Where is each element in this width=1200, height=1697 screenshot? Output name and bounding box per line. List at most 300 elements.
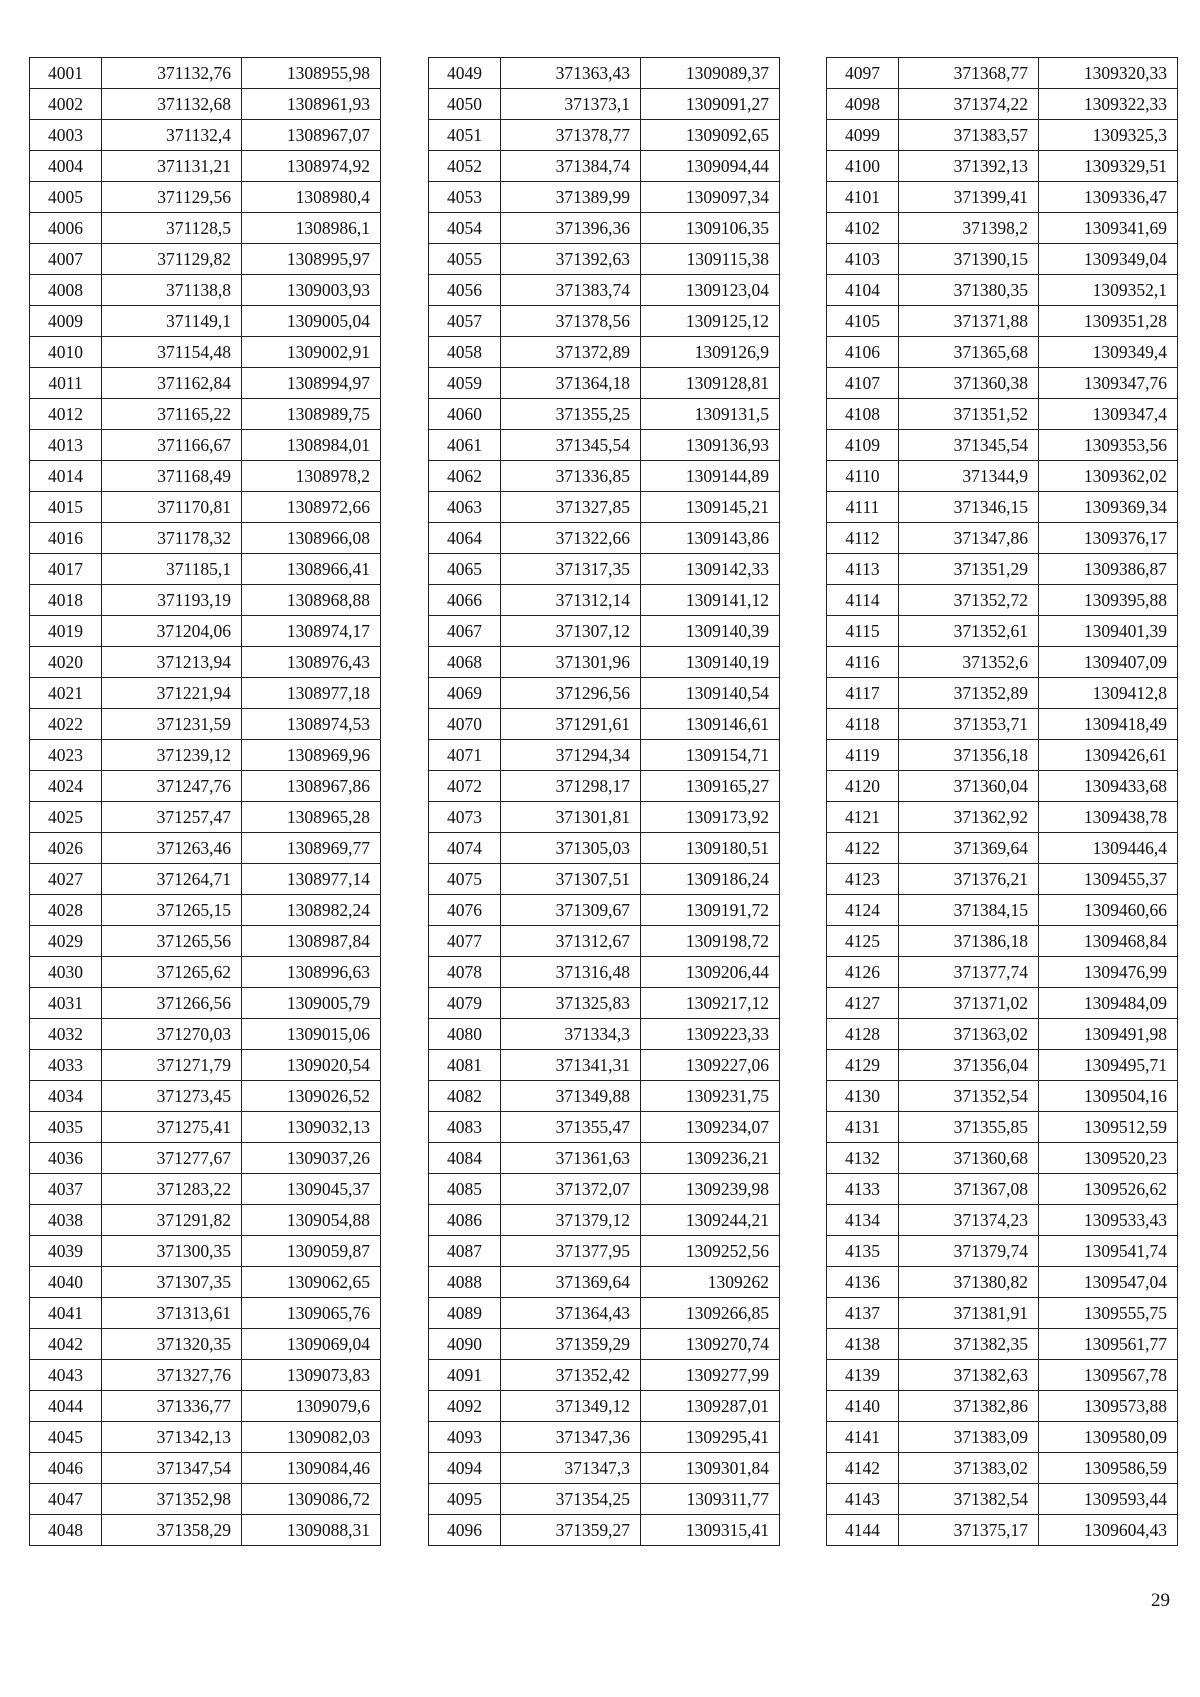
x-coordinate-cell: 371356,18: [899, 740, 1039, 771]
point-number-cell: 4055: [429, 244, 501, 275]
y-coordinate-cell: 1309376,17: [1039, 523, 1178, 554]
x-coordinate-cell: 371309,67: [501, 895, 641, 926]
y-coordinate-cell: 1309311,77: [641, 1484, 780, 1515]
y-coordinate-cell: 1309504,16: [1039, 1081, 1178, 1112]
point-number-cell: 4033: [30, 1050, 102, 1081]
y-coordinate-cell: 1308989,75: [242, 399, 381, 430]
point-number-cell: 4111: [827, 492, 899, 523]
point-number-cell: 4116: [827, 647, 899, 678]
point-number-cell: 4056: [429, 275, 501, 306]
table-row: [429, 492, 780, 523]
point-number-cell: 4070: [429, 709, 501, 740]
table-row: [30, 1422, 381, 1453]
y-coordinate-cell: 1308974,17: [242, 616, 381, 647]
x-coordinate-cell: 371382,86: [899, 1391, 1039, 1422]
table-row: [429, 151, 780, 182]
y-coordinate-cell: 1309555,75: [1039, 1298, 1178, 1329]
y-coordinate-cell: 1309491,98: [1039, 1019, 1178, 1050]
table-row: [30, 864, 381, 895]
y-coordinate-cell: 1309262: [641, 1267, 780, 1298]
y-coordinate-cell: 1309541,74: [1039, 1236, 1178, 1267]
point-number-cell: 4075: [429, 864, 501, 895]
x-coordinate-cell: 371277,67: [102, 1143, 242, 1174]
point-number-cell: 4133: [827, 1174, 899, 1205]
table-row: [827, 1174, 1178, 1205]
point-number-cell: 4003: [30, 120, 102, 151]
point-number-cell: 4042: [30, 1329, 102, 1360]
table-row: [429, 244, 780, 275]
point-number-cell: 4110: [827, 461, 899, 492]
point-number-cell: 4078: [429, 957, 501, 988]
table-row: [429, 1298, 780, 1329]
y-coordinate-cell: 1309094,44: [641, 151, 780, 182]
table-row: [429, 89, 780, 120]
y-coordinate-cell: 1308994,97: [242, 368, 381, 399]
y-coordinate-cell: 1309065,76: [242, 1298, 381, 1329]
y-coordinate-cell: 1309244,21: [641, 1205, 780, 1236]
x-coordinate-cell: 371374,23: [899, 1205, 1039, 1236]
y-coordinate-cell: 1309301,84: [641, 1453, 780, 1484]
table-row: [827, 678, 1178, 709]
x-coordinate-cell: 371392,63: [501, 244, 641, 275]
y-coordinate-cell: 1309125,12: [641, 306, 780, 337]
point-number-cell: 4006: [30, 213, 102, 244]
point-number-cell: 4087: [429, 1236, 501, 1267]
point-number-cell: 4024: [30, 771, 102, 802]
table-row: [827, 1484, 1178, 1515]
coordinates-table-2: [428, 57, 780, 1546]
table-row: [30, 709, 381, 740]
x-coordinate-cell: 371275,41: [102, 1112, 242, 1143]
y-coordinate-cell: 1309234,07: [641, 1112, 780, 1143]
y-coordinate-cell: 1308977,18: [242, 678, 381, 709]
table-row: [429, 1329, 780, 1360]
x-coordinate-cell: 371383,02: [899, 1453, 1039, 1484]
y-coordinate-cell: 1309349,4: [1039, 337, 1178, 368]
y-coordinate-cell: 1309336,47: [1039, 182, 1178, 213]
table-row: [30, 182, 381, 213]
table-row: [30, 58, 381, 89]
point-number-cell: 4019: [30, 616, 102, 647]
point-number-cell: 4092: [429, 1391, 501, 1422]
table-row: [30, 740, 381, 771]
point-number-cell: 4062: [429, 461, 501, 492]
point-number-cell: 4020: [30, 647, 102, 678]
point-number-cell: 4144: [827, 1515, 899, 1546]
y-coordinate-cell: 1308974,92: [242, 151, 381, 182]
table-row: [30, 275, 381, 306]
point-number-cell: 4105: [827, 306, 899, 337]
point-number-cell: 4014: [30, 461, 102, 492]
table-row: [30, 1267, 381, 1298]
x-coordinate-cell: 371382,63: [899, 1360, 1039, 1391]
y-coordinate-cell: 1309140,39: [641, 616, 780, 647]
x-coordinate-cell: 371170,81: [102, 492, 242, 523]
y-coordinate-cell: 1308982,24: [242, 895, 381, 926]
point-number-cell: 4083: [429, 1112, 501, 1143]
point-number-cell: 4101: [827, 182, 899, 213]
point-number-cell: 4034: [30, 1081, 102, 1112]
table-row: [30, 802, 381, 833]
table-row: [827, 1298, 1178, 1329]
point-number-cell: 4032: [30, 1019, 102, 1050]
y-coordinate-cell: 1309341,69: [1039, 213, 1178, 244]
table-row: [429, 399, 780, 430]
x-coordinate-cell: 371379,12: [501, 1205, 641, 1236]
table-row: [30, 213, 381, 244]
y-coordinate-cell: 1309079,6: [242, 1391, 381, 1422]
x-coordinate-cell: 371341,31: [501, 1050, 641, 1081]
table-row: [827, 151, 1178, 182]
point-number-cell: 4129: [827, 1050, 899, 1081]
table-row: [429, 337, 780, 368]
table-row: [30, 1360, 381, 1391]
table-row: [30, 1391, 381, 1422]
point-number-cell: 4013: [30, 430, 102, 461]
x-coordinate-cell: 371352,61: [899, 616, 1039, 647]
y-coordinate-cell: 1309351,28: [1039, 306, 1178, 337]
table-row: [827, 461, 1178, 492]
point-number-cell: 4005: [30, 182, 102, 213]
x-coordinate-cell: 371375,17: [899, 1515, 1039, 1546]
point-number-cell: 4086: [429, 1205, 501, 1236]
point-number-cell: 4074: [429, 833, 501, 864]
y-coordinate-cell: 1309015,06: [242, 1019, 381, 1050]
point-number-cell: 4079: [429, 988, 501, 1019]
x-coordinate-cell: 371384,74: [501, 151, 641, 182]
point-number-cell: 4048: [30, 1515, 102, 1546]
y-coordinate-cell: 1309092,65: [641, 120, 780, 151]
y-coordinate-cell: 1309186,24: [641, 864, 780, 895]
x-coordinate-cell: 371378,77: [501, 120, 641, 151]
table-row: [429, 771, 780, 802]
y-coordinate-cell: 1308976,43: [242, 647, 381, 678]
x-coordinate-cell: 371352,6: [899, 647, 1039, 678]
y-coordinate-cell: 1309003,93: [242, 275, 381, 306]
table-row: [827, 89, 1178, 120]
point-number-cell: 4023: [30, 740, 102, 771]
table-row: [429, 926, 780, 957]
x-coordinate-cell: 371382,35: [899, 1329, 1039, 1360]
y-coordinate-cell: 1309144,89: [641, 461, 780, 492]
point-number-cell: 4010: [30, 337, 102, 368]
x-coordinate-cell: 371355,25: [501, 399, 641, 430]
point-number-cell: 4060: [429, 399, 501, 430]
y-coordinate-cell: 1309369,34: [1039, 492, 1178, 523]
table-row: [30, 926, 381, 957]
point-number-cell: 4072: [429, 771, 501, 802]
table-row: [827, 120, 1178, 151]
x-coordinate-cell: 371334,3: [501, 1019, 641, 1050]
table-row: [30, 647, 381, 678]
y-coordinate-cell: 1309407,09: [1039, 647, 1178, 678]
table-row: [30, 492, 381, 523]
x-coordinate-cell: 371354,25: [501, 1484, 641, 1515]
point-number-cell: 4104: [827, 275, 899, 306]
table-row: [827, 647, 1178, 678]
point-number-cell: 4090: [429, 1329, 501, 1360]
x-coordinate-cell: 371349,88: [501, 1081, 641, 1112]
table-row: [827, 1267, 1178, 1298]
point-number-cell: 4018: [30, 585, 102, 616]
y-coordinate-cell: 1309362,02: [1039, 461, 1178, 492]
x-coordinate-cell: 371376,21: [899, 864, 1039, 895]
x-coordinate-cell: 371378,56: [501, 306, 641, 337]
y-coordinate-cell: 1309165,27: [641, 771, 780, 802]
x-coordinate-cell: 371129,82: [102, 244, 242, 275]
point-number-cell: 4128: [827, 1019, 899, 1050]
point-number-cell: 4132: [827, 1143, 899, 1174]
table-row: [30, 1050, 381, 1081]
x-coordinate-cell: 371349,12: [501, 1391, 641, 1422]
point-number-cell: 4106: [827, 337, 899, 368]
table-row: [827, 399, 1178, 430]
point-number-cell: 4097: [827, 58, 899, 89]
point-number-cell: 4143: [827, 1484, 899, 1515]
x-coordinate-cell: 371389,99: [501, 182, 641, 213]
x-coordinate-cell: 371360,04: [899, 771, 1039, 802]
x-coordinate-cell: 371369,64: [899, 833, 1039, 864]
y-coordinate-cell: 1309395,88: [1039, 585, 1178, 616]
table-row: [429, 895, 780, 926]
x-coordinate-cell: 371364,18: [501, 368, 641, 399]
point-number-cell: 4093: [429, 1422, 501, 1453]
table-row: [827, 895, 1178, 926]
point-number-cell: 4107: [827, 368, 899, 399]
table-row: [429, 1174, 780, 1205]
point-number-cell: 4141: [827, 1422, 899, 1453]
x-coordinate-cell: 371265,15: [102, 895, 242, 926]
y-coordinate-cell: 1309128,81: [641, 368, 780, 399]
point-number-cell: 4138: [827, 1329, 899, 1360]
table-row: [30, 151, 381, 182]
y-coordinate-cell: 1309561,77: [1039, 1329, 1178, 1360]
table-row: [827, 1391, 1178, 1422]
x-coordinate-cell: 371347,54: [102, 1453, 242, 1484]
point-number-cell: 4044: [30, 1391, 102, 1422]
x-coordinate-cell: 371351,52: [899, 399, 1039, 430]
point-number-cell: 4016: [30, 523, 102, 554]
y-coordinate-cell: 1309401,39: [1039, 616, 1178, 647]
y-coordinate-cell: 1309141,12: [641, 585, 780, 616]
y-coordinate-cell: 1308967,07: [242, 120, 381, 151]
point-number-cell: 4113: [827, 554, 899, 585]
y-coordinate-cell: 1309069,04: [242, 1329, 381, 1360]
y-coordinate-cell: 1309295,41: [641, 1422, 780, 1453]
table-row: [429, 1236, 780, 1267]
x-coordinate-cell: 371399,41: [899, 182, 1039, 213]
point-number-cell: 4089: [429, 1298, 501, 1329]
y-coordinate-cell: 1309088,31: [242, 1515, 381, 1546]
x-coordinate-cell: 371371,88: [899, 306, 1039, 337]
table-row: [429, 1050, 780, 1081]
y-coordinate-cell: 1309146,61: [641, 709, 780, 740]
x-coordinate-cell: 371307,35: [102, 1267, 242, 1298]
table-row: [429, 1081, 780, 1112]
y-coordinate-cell: 1309180,51: [641, 833, 780, 864]
point-number-cell: 4084: [429, 1143, 501, 1174]
table-row: [429, 213, 780, 244]
table-row: [30, 1205, 381, 1236]
y-coordinate-cell: 1308986,1: [242, 213, 381, 244]
x-coordinate-cell: 371247,76: [102, 771, 242, 802]
point-number-cell: 4140: [827, 1391, 899, 1422]
y-coordinate-cell: 1308955,98: [242, 58, 381, 89]
x-coordinate-cell: 371132,68: [102, 89, 242, 120]
x-coordinate-cell: 371312,14: [501, 585, 641, 616]
x-coordinate-cell: 371381,91: [899, 1298, 1039, 1329]
y-coordinate-cell: 1309126,9: [641, 337, 780, 368]
table-row: [827, 58, 1178, 89]
table-row: [429, 554, 780, 585]
y-coordinate-cell: 1309347,4: [1039, 399, 1178, 430]
y-coordinate-cell: 1309143,86: [641, 523, 780, 554]
table-row: [827, 1050, 1178, 1081]
y-coordinate-cell: 1309520,23: [1039, 1143, 1178, 1174]
y-coordinate-cell: 1308965,28: [242, 802, 381, 833]
table-row: [429, 430, 780, 461]
x-coordinate-cell: 371204,06: [102, 616, 242, 647]
x-coordinate-cell: 371360,38: [899, 368, 1039, 399]
x-coordinate-cell: 371313,61: [102, 1298, 242, 1329]
y-coordinate-cell: 1309227,06: [641, 1050, 780, 1081]
table-row: [30, 368, 381, 399]
table-row: [429, 461, 780, 492]
point-number-cell: 4126: [827, 957, 899, 988]
x-coordinate-cell: 371363,43: [501, 58, 641, 89]
y-coordinate-cell: 1309547,04: [1039, 1267, 1178, 1298]
y-coordinate-cell: 1308996,63: [242, 957, 381, 988]
y-coordinate-cell: 1309223,33: [641, 1019, 780, 1050]
point-number-cell: 4103: [827, 244, 899, 275]
table-row: [429, 1453, 780, 1484]
y-coordinate-cell: 1308967,86: [242, 771, 381, 802]
y-coordinate-cell: 1309287,01: [641, 1391, 780, 1422]
table-row: [827, 1019, 1178, 1050]
point-number-cell: 4026: [30, 833, 102, 864]
point-number-cell: 4100: [827, 151, 899, 182]
x-coordinate-cell: 371356,04: [899, 1050, 1039, 1081]
y-coordinate-cell: 1308961,93: [242, 89, 381, 120]
point-number-cell: 4081: [429, 1050, 501, 1081]
y-coordinate-cell: 1309512,59: [1039, 1112, 1178, 1143]
point-number-cell: 4069: [429, 678, 501, 709]
x-coordinate-cell: 371342,13: [102, 1422, 242, 1453]
x-coordinate-cell: 371307,12: [501, 616, 641, 647]
point-number-cell: 4059: [429, 368, 501, 399]
table-row: [827, 709, 1178, 740]
x-coordinate-cell: 371390,15: [899, 244, 1039, 275]
x-coordinate-cell: 371352,89: [899, 678, 1039, 709]
y-coordinate-cell: 1309468,84: [1039, 926, 1178, 957]
x-coordinate-cell: 371352,98: [102, 1484, 242, 1515]
table-row: [827, 1422, 1178, 1453]
y-coordinate-cell: 1309123,04: [641, 275, 780, 306]
point-number-cell: 4009: [30, 306, 102, 337]
x-coordinate-cell: 371372,89: [501, 337, 641, 368]
table-row: [429, 306, 780, 337]
x-coordinate-cell: 371131,21: [102, 151, 242, 182]
y-coordinate-cell: 1309604,43: [1039, 1515, 1178, 1546]
x-coordinate-cell: 371361,63: [501, 1143, 641, 1174]
point-number-cell: 4017: [30, 554, 102, 585]
x-coordinate-cell: 371296,56: [501, 678, 641, 709]
y-coordinate-cell: 1309270,74: [641, 1329, 780, 1360]
y-coordinate-cell: 1309236,21: [641, 1143, 780, 1174]
x-coordinate-cell: 371347,36: [501, 1422, 641, 1453]
x-coordinate-cell: 371345,54: [501, 430, 641, 461]
point-number-cell: 4077: [429, 926, 501, 957]
table-row: [827, 1081, 1178, 1112]
table-row: [429, 1267, 780, 1298]
x-coordinate-cell: 371377,95: [501, 1236, 641, 1267]
x-coordinate-cell: 371270,03: [102, 1019, 242, 1050]
point-number-cell: 4011: [30, 368, 102, 399]
table-row: [30, 120, 381, 151]
table-row: [429, 58, 780, 89]
y-coordinate-cell: 1308984,01: [242, 430, 381, 461]
table-row: [30, 616, 381, 647]
point-number-cell: 4040: [30, 1267, 102, 1298]
y-coordinate-cell: 1309136,93: [641, 430, 780, 461]
point-number-cell: 4096: [429, 1515, 501, 1546]
y-coordinate-cell: 1309352,1: [1039, 275, 1178, 306]
point-number-cell: 4031: [30, 988, 102, 1019]
point-number-cell: 4127: [827, 988, 899, 1019]
table-row: [30, 1112, 381, 1143]
x-coordinate-cell: 371300,35: [102, 1236, 242, 1267]
y-coordinate-cell: 1309020,54: [242, 1050, 381, 1081]
y-coordinate-cell: 1309140,19: [641, 647, 780, 678]
point-number-cell: 4135: [827, 1236, 899, 1267]
x-coordinate-cell: 371352,54: [899, 1081, 1039, 1112]
x-coordinate-cell: 371129,56: [102, 182, 242, 213]
table-row: [827, 368, 1178, 399]
point-number-cell: 4057: [429, 306, 501, 337]
point-number-cell: 4095: [429, 1484, 501, 1515]
x-coordinate-cell: 371231,59: [102, 709, 242, 740]
x-coordinate-cell: 371380,82: [899, 1267, 1039, 1298]
point-number-cell: 4123: [827, 864, 899, 895]
y-coordinate-cell: 1309115,38: [641, 244, 780, 275]
y-coordinate-cell: 1309322,33: [1039, 89, 1178, 120]
table-row: [827, 771, 1178, 802]
x-coordinate-cell: 371363,02: [899, 1019, 1039, 1050]
y-coordinate-cell: 1309412,8: [1039, 678, 1178, 709]
table-row: [827, 244, 1178, 275]
table-row: [429, 616, 780, 647]
y-coordinate-cell: 1309191,72: [641, 895, 780, 926]
y-coordinate-cell: 1309455,37: [1039, 864, 1178, 895]
point-number-cell: 4118: [827, 709, 899, 740]
x-coordinate-cell: 371364,43: [501, 1298, 641, 1329]
x-coordinate-cell: 371291,82: [102, 1205, 242, 1236]
table-row: [30, 1329, 381, 1360]
x-coordinate-cell: 371347,3: [501, 1453, 641, 1484]
y-coordinate-cell: 1308972,66: [242, 492, 381, 523]
table-row: [429, 740, 780, 771]
y-coordinate-cell: 1309386,87: [1039, 554, 1178, 585]
y-coordinate-cell: 1309460,66: [1039, 895, 1178, 926]
table-row: [30, 1019, 381, 1050]
y-coordinate-cell: 1309005,04: [242, 306, 381, 337]
point-number-cell: 4131: [827, 1112, 899, 1143]
table-row: [429, 957, 780, 988]
x-coordinate-cell: 371307,51: [501, 864, 641, 895]
table-row: [429, 368, 780, 399]
x-coordinate-cell: 371325,83: [501, 988, 641, 1019]
point-number-cell: 4027: [30, 864, 102, 895]
